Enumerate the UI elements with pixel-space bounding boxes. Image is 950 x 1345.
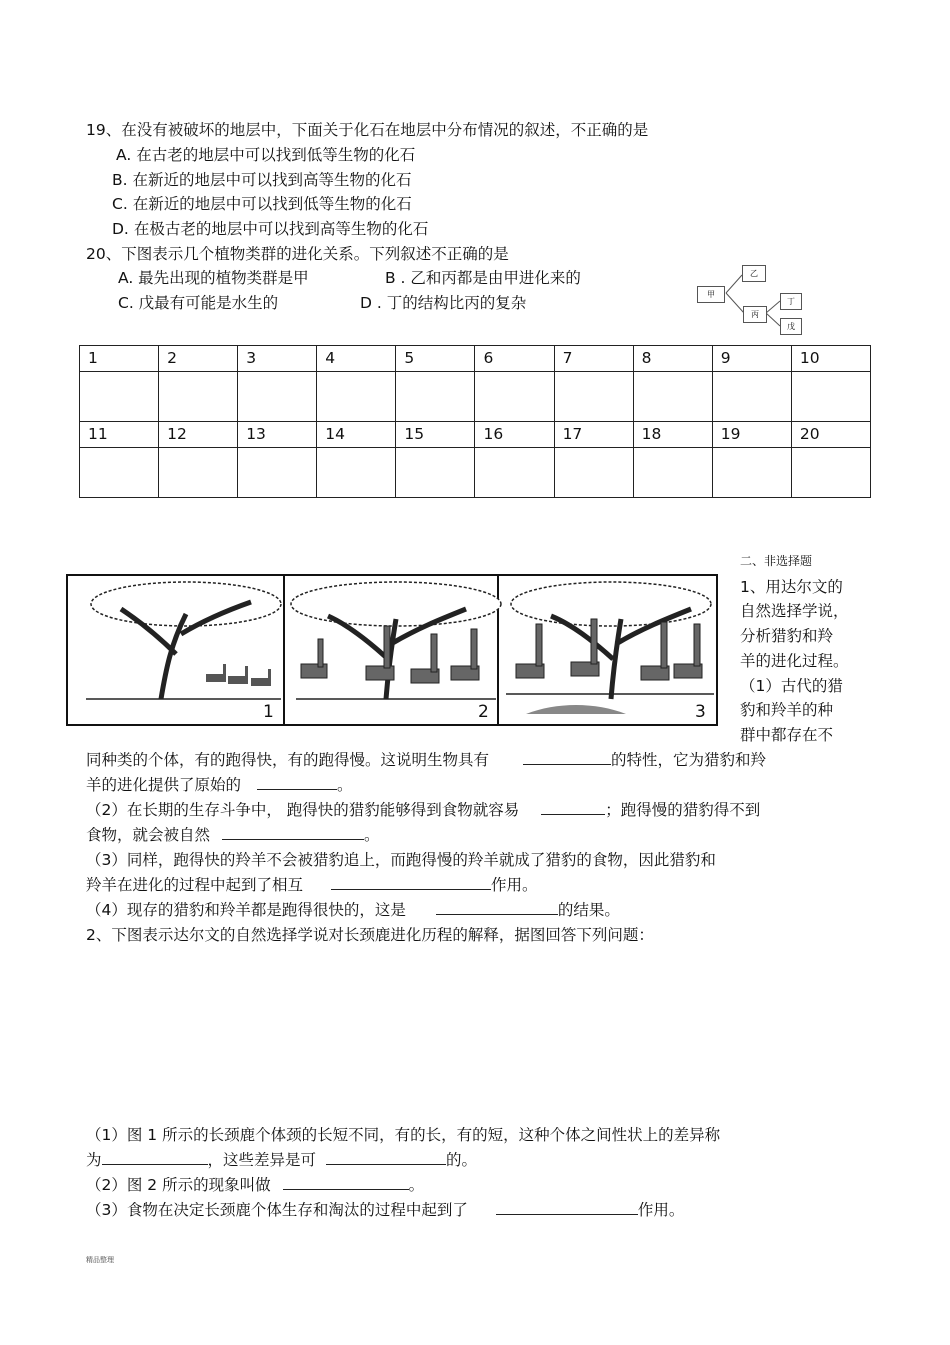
- question-number: 6: [475, 346, 554, 372]
- text: 的特性，它为猎豹和羚: [611, 751, 767, 769]
- q20-option-b: B . 乙和丙都是由甲进化来的: [385, 269, 581, 287]
- answer-cell[interactable]: [791, 448, 870, 498]
- q2-part3: [86, 1200, 684, 1220]
- q19-option-c: [112, 194, 412, 214]
- question-number: 1: [80, 346, 159, 372]
- answer-cell[interactable]: [712, 372, 791, 422]
- option-letter: C.: [112, 195, 128, 213]
- question-number: 8: [633, 346, 712, 372]
- answer-blank[interactable]: [541, 800, 605, 815]
- answer-cell[interactable]: [317, 448, 396, 498]
- section-heading: 二、非选择题: [740, 554, 813, 568]
- question-number: 17: [554, 422, 633, 448]
- text: （2）在长期的生存斗争中， 跑得快的猎豹能够得到食物就容易: [86, 801, 520, 819]
- answer-blank[interactable]: [326, 1150, 446, 1165]
- text: （4）现存的猎豹和羚羊都是跑得很快的，这是: [86, 901, 406, 919]
- question-number: 19: [712, 422, 791, 448]
- answer-blank[interactable]: [436, 900, 558, 915]
- question-number: 11: [80, 422, 159, 448]
- table-row: [80, 346, 871, 372]
- question-number: 7: [554, 346, 633, 372]
- q19-option-d: [112, 219, 428, 239]
- question-number: 14: [317, 422, 396, 448]
- question-number: 10: [791, 346, 870, 372]
- text: 为: [86, 1151, 102, 1169]
- answer-cell[interactable]: [238, 372, 317, 422]
- answer-cell[interactable]: [475, 448, 554, 498]
- q19-stem: 19、在没有被破坏的地层中，下面关于化石在地层中分布情况的叙述，不正确的是: [86, 121, 649, 139]
- option-letter: B.: [112, 171, 128, 189]
- option-letter: D.: [112, 220, 129, 238]
- table-row: [80, 422, 871, 448]
- text: 羊的进化提供了原始的: [86, 776, 242, 794]
- option-letter: A.: [116, 146, 132, 164]
- question-number: 18: [633, 422, 712, 448]
- answer-cell[interactable]: [396, 448, 475, 498]
- q1-part3-line1: （3）同样，跑得快的羚羊不会被猎豹追上，而跑得慢的羚羊就成了猎豹的食物，因此猎豹和: [86, 851, 716, 869]
- q19-option-a: [116, 145, 415, 165]
- text: ；跑得慢的猎豹得不到: [605, 801, 761, 819]
- question-number: 5: [396, 346, 475, 372]
- footer-text: 精品整理: [86, 1256, 114, 1264]
- q1-side-line: （1）古代的猎: [740, 677, 843, 695]
- answer-cell[interactable]: [633, 448, 712, 498]
- diagram-node-wu: 戊: [780, 318, 802, 335]
- q20-option-c: C. 戊最有可能是水生的: [118, 294, 279, 312]
- question-number: 15: [396, 422, 475, 448]
- answer-cell[interactable]: [554, 448, 633, 498]
- diagram-node-jia: 甲: [697, 286, 725, 303]
- answer-cell[interactable]: [791, 372, 870, 422]
- table-row: [80, 448, 871, 498]
- answer-cell[interactable]: [633, 372, 712, 422]
- text: 作用。: [637, 1201, 685, 1219]
- option-text: 在新近的地层中可以找到低等生物的化石: [132, 195, 412, 213]
- q20-stem: 20、下图表示几个植物类群的进化关系。下列叙述不正确的是: [86, 245, 509, 263]
- answer-cell[interactable]: [238, 448, 317, 498]
- q2-stem: 2、下图表示达尔文的自然选择学说对长颈鹿进化历程的解释，据图回答下列问题：: [86, 926, 654, 944]
- q1-side-line: 自然选择学说，: [740, 602, 849, 620]
- text: 食物，就会被自然: [86, 826, 211, 844]
- answer-blank[interactable]: [222, 825, 364, 840]
- panel-label-3: 3: [695, 702, 706, 722]
- text: 。: [408, 1176, 425, 1194]
- text: 的。: [446, 1151, 478, 1169]
- question-number: 20: [791, 422, 870, 448]
- answer-cell[interactable]: [159, 372, 238, 422]
- question-number: 9: [712, 346, 791, 372]
- diagram-node-ding: 丁: [780, 293, 802, 310]
- answer-cell[interactable]: [554, 372, 633, 422]
- q2-part1-line2: [86, 1150, 477, 1170]
- answer-blank[interactable]: [523, 750, 611, 765]
- panel-label-2: 2: [478, 702, 489, 722]
- q1-side-line: 羊的进化过程。: [740, 652, 849, 670]
- text: 同种类的个体，有的跑得快，有的跑得慢。这说明生物具有: [86, 751, 490, 769]
- question-number: 16: [475, 422, 554, 448]
- question-number: 2: [159, 346, 238, 372]
- answer-cell[interactable]: [712, 448, 791, 498]
- text: （3）食物在决定长颈鹿个体生存和淘汰的过程中起到了: [86, 1201, 468, 1219]
- option-text: 在极古老的地层中可以找到高等生物的化石: [133, 220, 429, 238]
- text: 羚羊在进化的过程中起到了相互: [86, 876, 304, 894]
- text: 。: [364, 826, 380, 844]
- q1-side-line: 1、用达尔文的: [740, 578, 843, 596]
- answer-blank[interactable]: [496, 1200, 638, 1215]
- q1-part2-line1: [86, 800, 760, 820]
- answer-blank[interactable]: [283, 1175, 409, 1190]
- giraffe-illustration: [66, 574, 718, 726]
- text: 。: [337, 776, 353, 794]
- q19-option-b: [112, 170, 412, 190]
- q1-part3-line2: [86, 875, 538, 895]
- text: ，这些差异是可: [207, 1151, 317, 1169]
- text: 的结果。: [557, 901, 620, 919]
- question-number: 4: [317, 346, 396, 372]
- q1-part1-line2: [86, 775, 353, 795]
- q1-part4: [86, 900, 620, 920]
- q1-side-line: 分析猎豹和羚: [740, 627, 834, 645]
- answer-cell[interactable]: [475, 372, 554, 422]
- diagram-node-yi: 乙: [742, 265, 766, 282]
- diagram-node-bing: 丙: [743, 306, 767, 323]
- answer-blank[interactable]: [102, 1150, 208, 1165]
- q1-side-line: 群中都存在不: [740, 726, 834, 744]
- q2-part1-line1: （1）图 1 所示的长颈鹿个体颈的长短不同，有的长，有的短，这种个体之间性状上的差异称: [86, 1126, 721, 1144]
- panel-label-1: 1: [263, 702, 274, 722]
- option-text: 在古老的地层中可以找到低等生物的化石: [136, 146, 416, 164]
- question-number: 3: [238, 346, 317, 372]
- q1-part2-line2: [86, 825, 380, 845]
- answer-cell[interactable]: [80, 372, 159, 422]
- question-number: 13: [238, 422, 317, 448]
- text: 作用。: [491, 876, 538, 894]
- q20-option-a: A. 最先出现的植物类群是甲: [118, 269, 309, 287]
- answer-cell[interactable]: [317, 372, 396, 422]
- q2-part2: [86, 1175, 424, 1195]
- table-row: [80, 372, 871, 422]
- answer-table: [79, 345, 871, 498]
- q20-option-d: D . 丁的结构比丙的复杂: [360, 294, 527, 312]
- answer-blank[interactable]: [257, 775, 337, 790]
- q1-side-line: 豹和羚羊的种: [740, 701, 834, 719]
- question-number: 12: [159, 422, 238, 448]
- answer-cell[interactable]: [396, 372, 475, 422]
- answer-cell[interactable]: [80, 448, 159, 498]
- answer-blank[interactable]: [331, 875, 491, 890]
- answer-cell[interactable]: [159, 448, 238, 498]
- text: （2）图 2 所示的现象叫做: [86, 1176, 271, 1194]
- q1-part1-line1: [86, 750, 766, 770]
- option-text: 在新近的地层中可以找到高等生物的化石: [132, 171, 412, 189]
